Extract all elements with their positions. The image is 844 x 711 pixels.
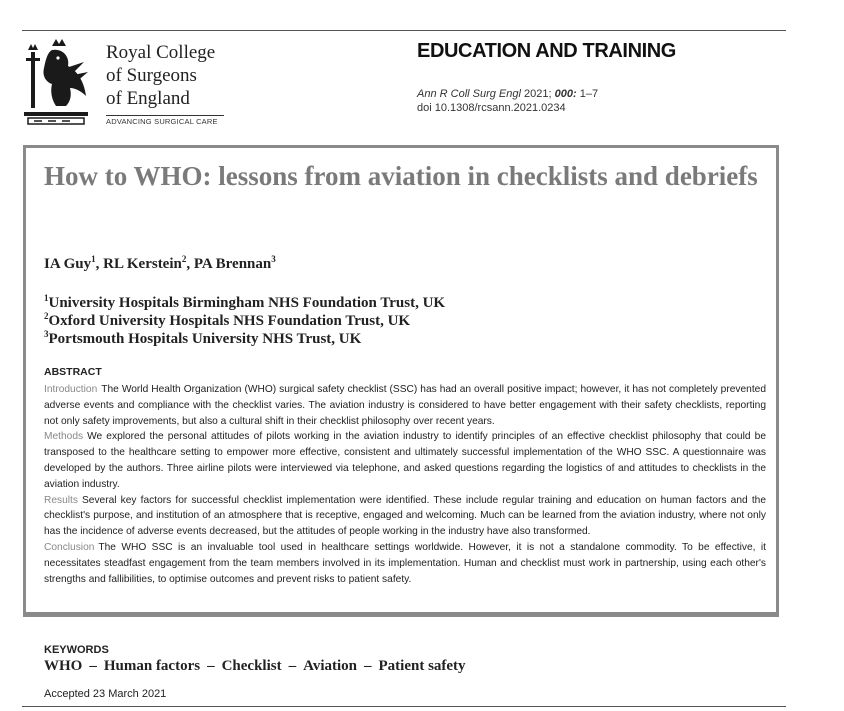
author-sup: 2 — [181, 254, 187, 264]
abstract-text: Several key factors for successful checklist implementation were identified. These include regular training and education on human factors and the checklist's purpose, and institution of an atmosphere that is receptive, engaged and welcoming. Much can be learned from the aviation industry, where not only has the incidence of adverse events decreased, but the attitudes of people working in the industry have also transformed. — [44, 494, 766, 538]
abstract-text: The World Health Organization (WHO) surgical safety checklist (SSC) has had an overall positive impact; however, it has not completely prevented adverse events and compliance with the checklist varies. The aviation industry is considered to have better engagement with their safety checklists, reporting not only safety improvements, but also a cultural shift in their checklist philosophy over recent years. — [44, 384, 766, 427]
keyword-list — [44, 658, 466, 675]
rcs-logo — [22, 38, 232, 128]
abstract-paragraph — [44, 493, 766, 540]
journal-reference — [417, 87, 598, 101]
abstract-label: Methods — [44, 431, 84, 443]
rcs-crest-icon — [22, 38, 100, 126]
abstract-body — [44, 382, 766, 587]
abstract-paragraph — [44, 429, 766, 492]
article-title: How to WHO: lessons from aviation in checklists and debriefs — [44, 161, 758, 191]
author-separator: , — [186, 256, 194, 272]
author: IA Guy — [44, 256, 92, 272]
journal-name: Ann R Coll Surg Engl — [417, 88, 521, 100]
affiliations — [44, 294, 445, 348]
keyword: Aviation — [303, 658, 357, 674]
journal-year: 2021; — [524, 88, 552, 100]
journal-volume: 000: — [554, 88, 577, 100]
article-box — [23, 145, 779, 617]
author-list — [44, 256, 276, 273]
abstract-paragraph — [44, 540, 766, 587]
abstract-paragraph — [44, 382, 766, 429]
keywords-heading: KEYWORDS — [44, 644, 109, 656]
top-rule — [22, 30, 786, 31]
affiliation-text: Portsmouth Hospitals University NHS Trust, UK — [48, 331, 362, 347]
org-tagline: ADVANCING SURGICAL CARE — [106, 115, 224, 126]
author: PA Brennan — [193, 256, 272, 272]
keyword: Patient safety — [378, 658, 466, 674]
author-sup: 3 — [271, 254, 276, 264]
abstract-text: The WHO SSC is an invaluable tool used in healthcare settings worldwide. However, it is not a standalone commodity. To be effective, it necessitates steadfast engagement from the team members involved in its implementation. Human and checklist must work in partnership, using each other's strengths and fallibilities, to optimise outcomes and prevent risks to patient safety. — [44, 541, 766, 585]
accepted-date: Accepted 23 March 2021 — [44, 688, 167, 700]
org-name: Royal College of Surgeons of England — [106, 42, 216, 109]
keyword: Checklist — [221, 658, 282, 674]
affiliation-sup: 2 — [44, 311, 49, 321]
affiliation-sup: 3 — [44, 329, 49, 339]
keyword-separator: – — [89, 658, 97, 674]
affiliation-text: Oxford University Hospitals NHS Foundation Trust, UK — [48, 313, 411, 329]
affiliation — [44, 294, 445, 312]
doi: doi 10.1308/rcsann.2021.0234 — [417, 102, 566, 114]
abstract-text: We explored the personal attitudes of pilots working in the aviation industry to identify principles of an effective checklist philosophy that could be transposed to the healthcare setting to empower more effective, consistent and ultimately successful implementation of the WHO SSC. A questionnaire was developed by the authors. Three airline pilots were interviewed via telephone, and asked questions regarding the logistics of and attitudes to checklists in the aviation industry. — [44, 431, 766, 490]
abstract-label: Introduction — [44, 384, 98, 395]
affiliation-sup: 1 — [44, 293, 49, 303]
author-separator: , — [95, 256, 104, 272]
author-sup: 1 — [91, 254, 96, 264]
abstract-heading: ABSTRACT — [44, 366, 102, 378]
abstract-label: Results — [44, 494, 78, 506]
keyword-separator: – — [288, 658, 297, 674]
keyword-separator: – — [207, 658, 215, 674]
bottom-rule — [22, 706, 786, 707]
affiliation — [44, 330, 445, 348]
abstract-label: Conclusion — [44, 541, 95, 553]
journal-pages: 1–7 — [579, 88, 599, 100]
keyword-separator: – — [364, 658, 372, 674]
citation — [417, 87, 598, 115]
affiliation — [44, 312, 445, 330]
section-heading: EDUCATION AND TRAINING — [417, 40, 676, 62]
affiliation-text: University Hospitals Birmingham NHS Foundation Trust, UK — [48, 295, 446, 311]
author: RL Kerstein — [103, 256, 182, 272]
keyword: Human factors — [103, 658, 201, 674]
keyword: WHO — [44, 658, 83, 674]
